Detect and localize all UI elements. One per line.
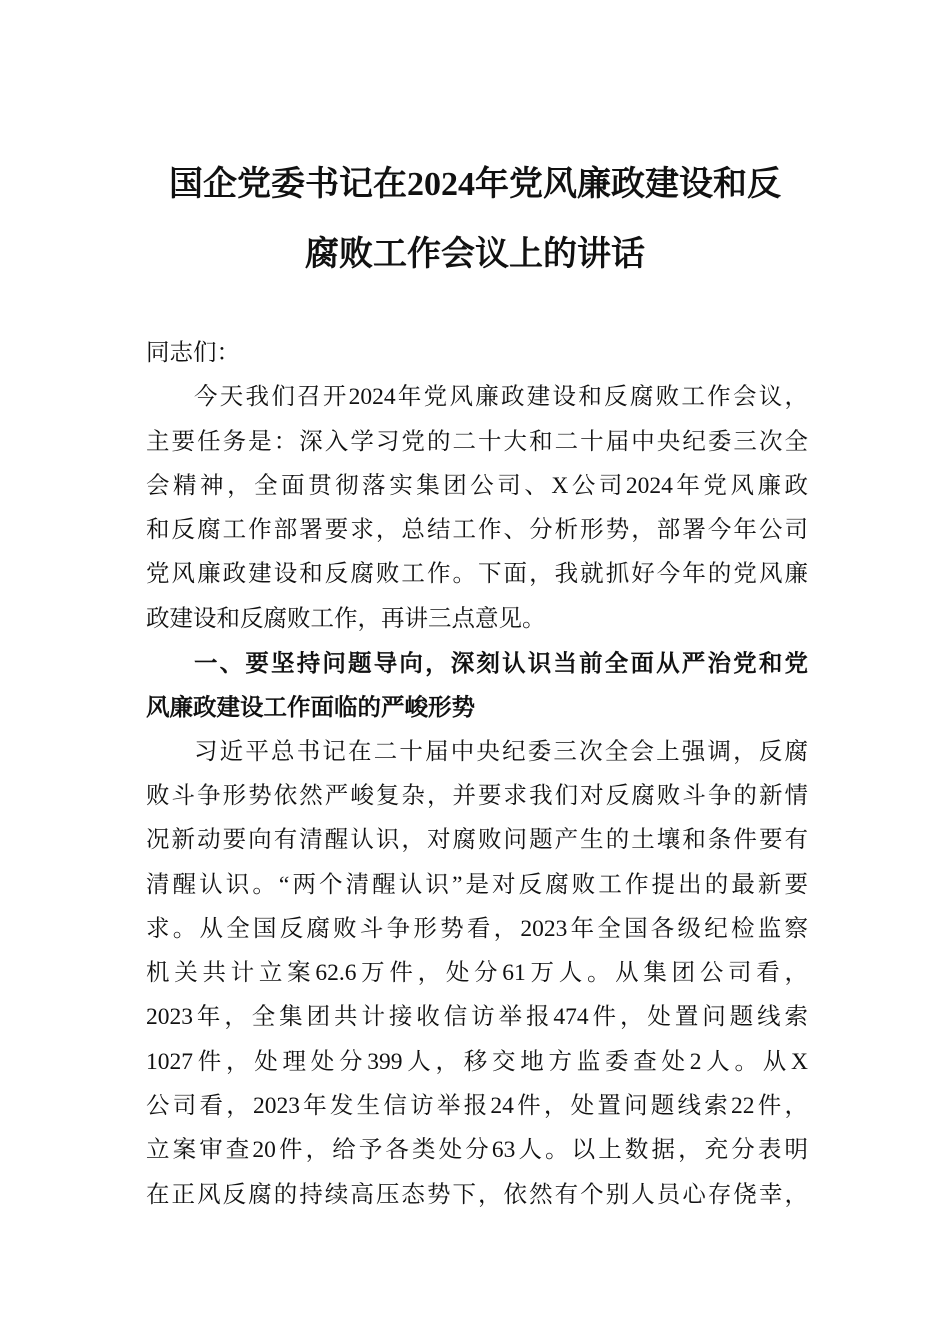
paragraph-line: 政建设和反腐败工作，再讲三点意见。	[146, 605, 546, 632]
paragraph-line: 2023年，全集团共计接收信访举报474件，处置问题线索	[146, 1004, 808, 1031]
paragraph-line: 和反腐工作部署要求，总结工作、分析形势，部署今年公司	[146, 517, 808, 544]
paragraph-line: 求。从全国反腐败斗争形势看，2023年全国各级纪检监察	[146, 915, 808, 942]
paragraph-line: 立案审查20件，给予各类处分63人。以上数据，充分表明	[146, 1137, 808, 1164]
paragraph-line: 主要任务是：深入学习党的二十大和二十届中央纪委三次全	[146, 428, 808, 455]
paragraph-line: 1027件，处理处分399人，移交地方监委查处2人。从X	[146, 1048, 808, 1075]
paragraph-line: 党风廉政建设和反腐败工作。下面，我就抓好今年的党风廉	[146, 561, 808, 588]
section-heading-line: 风廉政建设工作面临的严峻形势	[146, 694, 475, 721]
paragraph-line: 机关共计立案62.6万件，处分61万人。从集团公司看，	[146, 960, 808, 987]
document-title-line-2: 腐败工作会议上的讲话	[305, 236, 645, 273]
document-title-line-1: 国企党委书记在2024年党风廉政建设和反	[169, 166, 781, 203]
paragraph-line: 公司看，2023年发生信访举报24件，处置问题线索22件，	[146, 1093, 808, 1120]
paragraph-line: 会精神，全面贯彻落实集团公司、X公司2024年党风廉政	[146, 472, 808, 499]
salutation: 同志们：	[146, 340, 240, 366]
document-body	[146, 331, 808, 1217]
paragraph-line: 清醒认识。“两个清醒认识”是对反腐败工作提出的最新要	[146, 871, 808, 898]
paragraph-line: 今天我们召开2024年党风廉政建设和反腐败工作会议，	[194, 384, 808, 411]
paragraph-line: 习近平总书记在二十届中央纪委三次全会上强调，反腐	[194, 738, 808, 765]
paragraph-line: 败斗争形势依然严峻复杂，并要求我们对反腐败斗争的新情	[146, 782, 808, 809]
paragraph-line: 在正风反腐的持续高压态势下，依然有个别人员心存侥幸，	[146, 1181, 808, 1208]
section-heading-line: 一、要坚持问题导向，深刻认识当前全面从严治党和党	[194, 650, 808, 677]
paragraph-line: 况新动要向有清醒认识，对腐败问题产生的土壤和条件要有	[146, 827, 808, 854]
